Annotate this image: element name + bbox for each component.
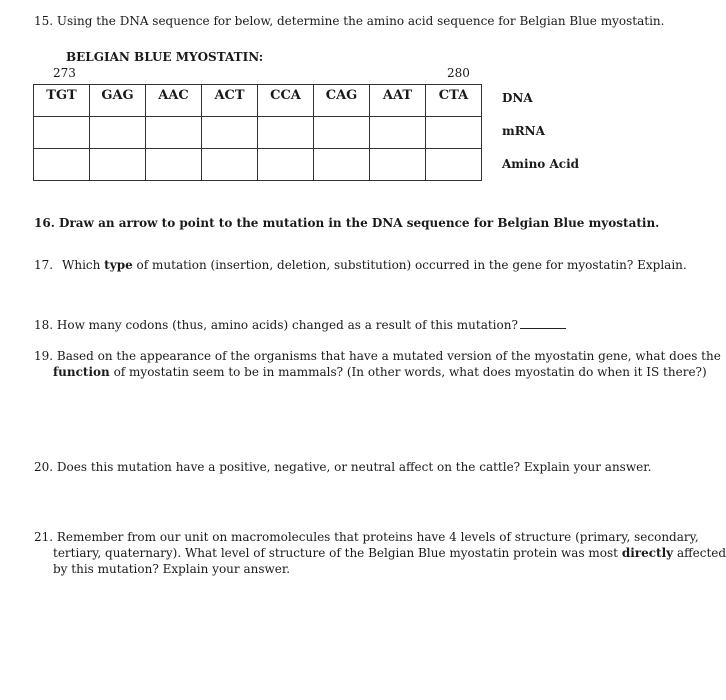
question-21-emphasis: directly: [621, 546, 674, 560]
dna-codon-cell: GAG: [90, 85, 146, 117]
mrna-answer-cell[interactable]: [34, 117, 90, 149]
dna-codon-cell: AAC: [146, 85, 202, 117]
question-21-line-2-pre: tertiary, quaternary). What level of structure of the Belgian Blue myostatin protein was most: [53, 546, 622, 560]
row-label-amino-acid: Amino Acid: [502, 157, 580, 171]
dna-codon-cell: CTA: [426, 85, 482, 117]
end-position-label: 280: [447, 66, 470, 80]
dna-codon-cell: TGT: [34, 85, 90, 117]
question-21-line-2-post: affected: [673, 546, 726, 560]
question-17-text-post: of mutation (insertion, deletion, substitution) occurred in the gene for myostatin? Explain.: [132, 258, 687, 272]
amino-acid-answer-cell[interactable]: [370, 149, 426, 181]
question-19: [34, 348, 721, 380]
question-17-number: 17.: [34, 258, 54, 272]
question-20: 20. Does this mutation have a positive, negative, or neutral affect on the cattle? Explain your answer.: [34, 460, 652, 474]
table-heading: BELGIAN BLUE MYOSTATIN:: [66, 50, 264, 64]
amino-acid-answer-cell[interactable]: [202, 149, 258, 181]
question-19-emphasis: function: [53, 365, 110, 379]
amino-acid-answer-cell[interactable]: [426, 149, 482, 181]
dna-codon-cell: CCA: [258, 85, 314, 117]
question-15: 15. Using the DNA sequence for below, determine the amino acid sequence for Belgian Blue myostatin.: [34, 14, 665, 28]
mrna-row: [34, 117, 482, 149]
dna-codon-cell: ACT: [202, 85, 258, 117]
row-label-mrna: mRNA: [502, 124, 545, 138]
dna-row: [34, 85, 482, 117]
amino-acid-answer-cell[interactable]: [314, 149, 370, 181]
amino-acid-answer-cell[interactable]: [34, 149, 90, 181]
start-position-label: 273: [53, 66, 76, 80]
question-17: [34, 258, 687, 272]
question-21-line-2: [34, 545, 726, 561]
mrna-answer-cell[interactable]: [426, 117, 482, 149]
question-16: 16. Draw an arrow to point to the mutation in the DNA sequence for Belgian Blue myostatin.: [34, 216, 660, 230]
mrna-answer-cell[interactable]: [90, 117, 146, 149]
mrna-answer-cell[interactable]: [370, 117, 426, 149]
question-21-line-1: 21. Remember from our unit on macromolecules that proteins have 4 levels of structure (primary, secondary,: [34, 530, 699, 544]
dna-codon-cell: CAG: [314, 85, 370, 117]
amino-acid-answer-cell[interactable]: [146, 149, 202, 181]
amino-acid-answer-cell[interactable]: [258, 149, 314, 181]
question-19-line-1: 19. Based on the appearance of the organisms that have a mutated version of the myostatin gene, what does the: [34, 349, 721, 363]
mrna-answer-cell[interactable]: [258, 117, 314, 149]
question-21-line-3: by this mutation? Explain your answer.: [53, 562, 291, 576]
amino-acid-row: [34, 149, 482, 181]
question-19-line-2-rest: of myostatin seem to be in mammals? (In other words, what does myostatin do when it IS there?): [109, 365, 707, 379]
mrna-answer-cell[interactable]: [314, 117, 370, 149]
question-18-text: 18. How many codons (thus, amino acids) changed as a result of this mutation?: [34, 318, 518, 332]
question-19-line-2: [34, 364, 721, 380]
dna-codon-cell: AAT: [370, 85, 426, 117]
row-label-dna: DNA: [502, 91, 533, 105]
question-17-text-pre: Which: [62, 258, 105, 272]
codon-table: [33, 84, 482, 181]
amino-acid-answer-cell[interactable]: [90, 149, 146, 181]
question-18: [34, 318, 566, 332]
mrna-answer-cell[interactable]: [146, 117, 202, 149]
question-21: [34, 529, 726, 577]
question-17-emphasis: type: [104, 258, 133, 272]
mrna-answer-cell[interactable]: [202, 117, 258, 149]
answer-blank[interactable]: [520, 318, 566, 329]
